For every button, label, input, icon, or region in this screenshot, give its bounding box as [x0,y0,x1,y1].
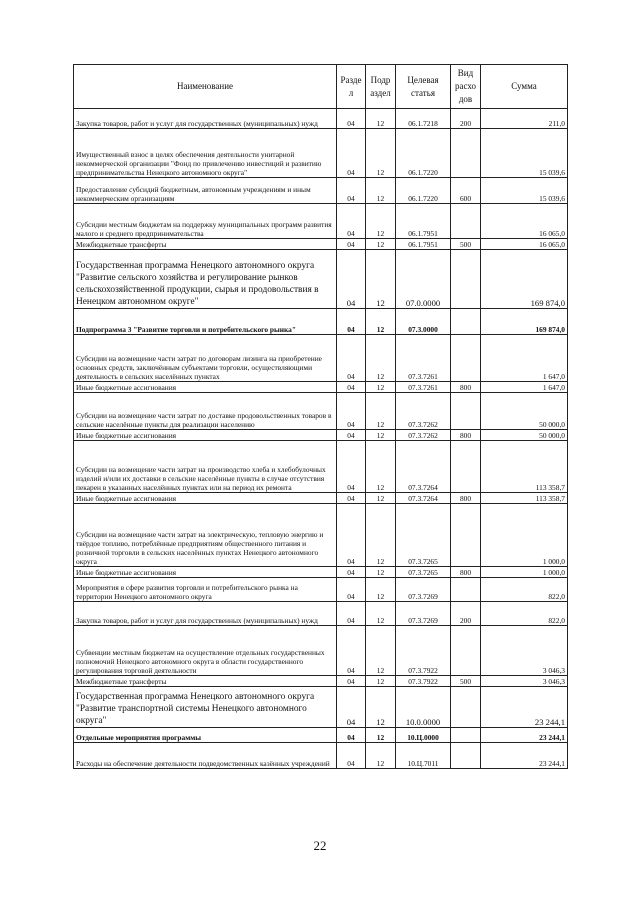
row-name: Имущественный взнос в целях обеспечения деятельности унитарной некоммерческой организации "Фонд по привлечению инвестиций и развитию предпринимательства Ненецкого автономного округа" [74,129,337,178]
row-sum: 50 000,0 [481,430,568,441]
row-podrazdel: 12 [366,129,396,178]
row-vid: 800 [451,430,481,441]
row-target: 06.1.7951 [396,239,451,250]
row-razdel: 04 [337,567,366,578]
table-header-row [74,65,568,109]
row-podrazdel: 12 [366,493,396,504]
row-razdel: 04 [337,441,366,493]
header-target: Целевая статья [396,65,451,109]
row-vid: 500 [451,239,481,250]
row-vid: 600 [451,178,481,204]
row-razdel: 04 [337,250,366,309]
row-vid: 500 [451,676,481,687]
row-sum: 23 244,1 [481,687,568,728]
row-vid [451,204,481,239]
row-sum: 16 065,0 [481,204,568,239]
row-podrazdel: 12 [366,676,396,687]
row-sum: 169 874,0 [481,250,568,309]
table-row [74,309,568,335]
row-sum: 113 358,7 [481,441,568,493]
row-razdel: 04 [337,602,366,626]
row-vid [451,335,481,382]
row-target: 07.3.0000 [396,309,451,335]
table-row [74,441,568,493]
row-vid [451,250,481,309]
budget-table [73,64,568,769]
page-number: 22 [313,838,327,853]
row-sum: 1 647,0 [481,382,568,393]
row-target: 07.3.7922 [396,676,451,687]
row-razdel: 04 [337,687,366,728]
row-target: 10.Ц.7011 [396,743,451,769]
row-name: Иные бюджетные ассигнования [74,567,337,578]
table-row [74,687,568,728]
row-sum: 15 039,6 [481,178,568,204]
row-target: 10.0.0000 [396,687,451,728]
row-target: 06.1.7220 [396,129,451,178]
table-row [74,204,568,239]
table-row [74,239,568,250]
row-razdel: 04 [337,626,366,676]
row-razdel: 04 [337,204,366,239]
table-row [74,129,568,178]
row-target: 07.0.0000 [396,250,451,309]
row-name: Субсидии на возмещение части затрат на электрическую, тепловую энергию и твёрдое топливо, потреблённые предприятиям общественного питания и розничной торговли в сельских населённых пунктах Ненецкого автономного округа [74,504,337,567]
row-podrazdel: 12 [366,743,396,769]
row-vid [451,687,481,728]
row-razdel: 04 [337,393,366,430]
row-vid [451,441,481,493]
row-sum: 169 874,0 [481,309,568,335]
row-name: Субсидии местным бюджетам на поддержку муниципальных программ развития малого и среднего предпринимательства [74,204,337,239]
row-sum: 822,0 [481,578,568,602]
row-podrazdel: 12 [366,430,396,441]
row-vid [451,309,481,335]
row-vid [451,578,481,602]
row-name: Межбюджетные трансферты [74,676,337,687]
row-target: 07.3.7265 [396,567,451,578]
row-vid [451,504,481,567]
row-razdel: 04 [337,728,366,743]
row-name: Государственная программа Ненецкого автономного округа "Развитие сельского хозяйства и регулирование рынков сельскохозяйственной продукции, сырья и продовольствия в Ненецком автономном округе" [74,250,337,309]
row-sum: 1 000,0 [481,567,568,578]
row-podrazdel: 12 [366,309,396,335]
row-razdel: 04 [337,504,366,567]
table-row [74,743,568,769]
row-name: Субсидии на возмещение части затрат на производство хлеба и хлебобулочных изделий и/или их доставки в сельские населённые пункты в случае отсутствия пекарен в указанных населённых пунктах или на период их ремонта [74,441,337,493]
row-razdel: 04 [337,309,366,335]
row-razdel: 04 [337,239,366,250]
row-sum: 15 039,6 [481,129,568,178]
header-sum: Сумма [481,65,568,109]
row-target: 07.3.7269 [396,578,451,602]
row-vid: 800 [451,382,481,393]
row-razdel: 04 [337,335,366,382]
row-name: Межбюджетные трансферты [74,239,337,250]
row-name: Расходы на обеспечение деятельности подведомственных казённых учреждений [74,743,337,769]
row-sum: 113 358,7 [481,493,568,504]
row-target: 07.3.7922 [396,626,451,676]
table-row [74,493,568,504]
row-vid [451,743,481,769]
row-target: 06.1.7220 [396,178,451,204]
row-name: Государственная программа Ненецкого автономного округа "Развитие транспортной системы Ненецкого автономного округа" [74,687,337,728]
row-target: 06.1.7951 [396,204,451,239]
row-podrazdel: 12 [366,239,396,250]
row-sum: 3 046,3 [481,626,568,676]
row-podrazdel: 12 [366,204,396,239]
row-podrazdel: 12 [366,382,396,393]
row-razdel: 04 [337,129,366,178]
row-vid: 800 [451,567,481,578]
row-vid [451,393,481,430]
row-podrazdel: 12 [366,687,396,728]
row-podrazdel: 12 [366,393,396,430]
row-target: 07.3.7269 [396,602,451,626]
row-sum: 1 647,0 [481,335,568,382]
row-podrazdel: 12 [366,335,396,382]
row-name: Подпрограмма 3 "Развитие торговли и потребительского рынка" [74,309,337,335]
row-podrazdel: 12 [366,578,396,602]
row-razdel: 04 [337,743,366,769]
row-target: 07.3.7264 [396,441,451,493]
row-razdel: 04 [337,676,366,687]
row-razdel: 04 [337,578,366,602]
header-name: Наименование [74,65,337,109]
row-sum: 23 244,1 [481,743,568,769]
row-name: Иные бюджетные ассигнования [74,430,337,441]
row-name: Закупка товаров, работ и услуг для государственных (муниципальных) нужд [74,602,337,626]
table-row [74,250,568,309]
row-sum: 50 000,0 [481,393,568,430]
row-sum: 16 065,0 [481,239,568,250]
table-row [74,178,568,204]
row-name: Предоставление субсидий бюджетным, автономным учреждениям и иным некоммерческим организациям [74,178,337,204]
row-target: 10.Ц.0000 [396,728,451,743]
row-target: 07.3.7261 [396,382,451,393]
row-razdel: 04 [337,109,366,129]
row-razdel: 04 [337,178,366,204]
header-vid: Вид расхо дов [451,65,481,109]
table-row [74,676,568,687]
row-target: 07.3.7264 [396,493,451,504]
row-name: Иные бюджетные ассигнования [74,493,337,504]
row-podrazdel: 12 [366,250,396,309]
row-target: 07.3.7265 [396,504,451,567]
row-vid [451,626,481,676]
row-podrazdel: 12 [366,109,396,129]
row-target: 06.1.7218 [396,109,451,129]
row-podrazdel: 12 [366,504,396,567]
row-sum: 211,0 [481,109,568,129]
table-row [74,504,568,567]
table-row [74,578,568,602]
row-target: 07.3.7262 [396,393,451,430]
row-sum: 23 244,1 [481,728,568,743]
row-podrazdel: 12 [366,728,396,743]
table-row [74,393,568,430]
row-vid: 200 [451,602,481,626]
row-podrazdel: 12 [366,626,396,676]
row-name: Закупка товаров, работ и услуг для государственных (муниципальных) нужд [74,109,337,129]
row-podrazdel: 12 [366,178,396,204]
row-name: Субсидии на возмещение части затрат по доставке продовольственных товаров в сельские населённые пункты для реализации населению [74,393,337,430]
row-name: Иные бюджетные ассигнования [74,382,337,393]
table-row [74,109,568,129]
row-target: 07.3.7262 [396,430,451,441]
row-vid: 200 [451,109,481,129]
row-target: 07.3.7261 [396,335,451,382]
row-vid: 800 [451,493,481,504]
row-razdel: 04 [337,430,366,441]
row-podrazdel: 12 [366,567,396,578]
row-podrazdel: 12 [366,602,396,626]
row-name: Субсидии на возмещение части затрат по договорам лизинга на приобретение основных средств, заключённым субъектами торговли, осуществляющими деятельность в сельских населённых пунктах [74,335,337,382]
header-razdel: Разде л [337,65,366,109]
table-row [74,602,568,626]
row-name: Отдельные мероприятия программы [74,728,337,743]
row-vid [451,728,481,743]
row-name: Субвенции местным бюджетам на осуществление отдельных государственных полномочий Ненецкого автономного округа в области государственного регулирования торговой деятельности [74,626,337,676]
row-razdel: 04 [337,493,366,504]
row-name: Мероприятия в сфере развития торговли и потребительского рынка на территории Ненецкого автономного округа [74,578,337,602]
row-sum: 1 000,0 [481,504,568,567]
header-podrazdel: Подр аздел [366,65,396,109]
table-row [74,567,568,578]
row-sum: 822,0 [481,602,568,626]
row-razdel: 04 [337,382,366,393]
table-row [74,335,568,382]
table-row [74,728,568,743]
table-row [74,382,568,393]
row-vid [451,129,481,178]
row-podrazdel: 12 [366,441,396,493]
table-row [74,626,568,676]
row-sum: 3 046,3 [481,676,568,687]
table-row [74,430,568,441]
